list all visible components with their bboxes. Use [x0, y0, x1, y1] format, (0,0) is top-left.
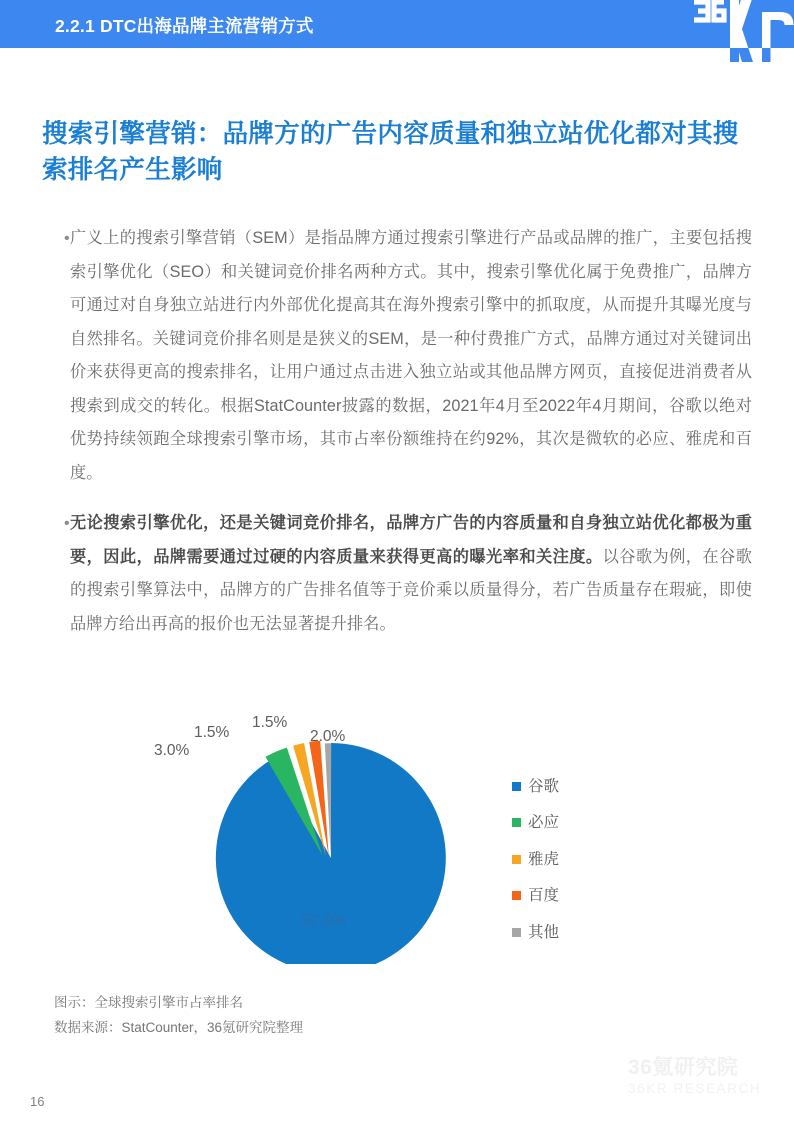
bullet-item — [42, 222, 752, 490]
bullet-marker: • — [64, 515, 70, 532]
brand-logo-36kr — [690, 0, 794, 64]
chart-legend — [512, 768, 642, 951]
pie-label-other: 2.0% — [310, 728, 346, 745]
bullet-bold-lead: 无论搜索引擎优化，还是关键词竞价排名，品牌方广告的内容质量和自身独立站优化都极为重要，因此，品牌需要通过过硬的内容质量来获得更高的曝光率和关注度。 — [70, 514, 752, 566]
chart-caption — [54, 990, 554, 1040]
legend-label: 必应 — [528, 814, 560, 831]
bullet-paragraph — [70, 222, 752, 490]
legend-item-bing — [512, 805, 642, 842]
pie-slices — [216, 741, 446, 964]
pie-label-yahoo: 1.5% — [194, 724, 230, 741]
bullet-paragraph — [70, 507, 752, 641]
caption-source: 数据来源：StatCounter，36氪研究院整理 — [54, 1020, 304, 1035]
legend-item-other — [512, 914, 642, 951]
legend-label: 其他 — [528, 923, 560, 941]
watermark-cn: 36氪研究院 — [628, 1056, 739, 1079]
legend-item-yahoo — [512, 841, 642, 878]
page-number: 16 — [30, 1094, 45, 1109]
legend-swatch-icon — [512, 855, 521, 864]
watermark — [628, 1056, 788, 1098]
pie-slice-other — [325, 743, 331, 857]
legend-item-google — [512, 768, 642, 805]
body-content — [42, 222, 752, 658]
legend-item-baidu — [512, 878, 642, 915]
bullet-marker: • — [64, 230, 70, 247]
legend-label: 百度 — [528, 887, 560, 904]
legend-label: 谷歌 — [528, 777, 560, 795]
pie-chart — [130, 706, 650, 964]
caption-figure: 图示：全球搜索引擎市占率排名 — [54, 995, 243, 1010]
legend-label: 雅虎 — [528, 850, 560, 868]
logo-36kr-icon — [690, 0, 794, 64]
watermark-en: 36KR RESEARCH — [628, 1081, 762, 1096]
legend-swatch-icon — [512, 782, 521, 791]
bullet-item — [42, 507, 752, 641]
bullet-body-text: 广义上的搜索引擎营销（SEM）是指品牌方通过搜索引擎进行产品或品牌的推广，主要包括搜索引擎优化（SEO）和关键词竞价排名两种方式。其中，搜索引擎优化属于免费推广，品牌方可通过对自身独立站进行内外部优化提高其在海外搜索引擎中的抓取度，从而提升其曝光度与自然排名。关键词竞价排名则是是狭义的SEM，是一种付费推广方式，品牌方通过对关键词出价来获得更高的搜索排名，让用户通过点击进入独立站或其他品牌方网页，直接促进消费者从搜索到成交的转化。根据StatCounter披露的数据，2021年4月至2022年4月期间，谷歌以绝对优势持续领跑全球搜索引擎市场，其市占率份额维持在约92%，其次是微软的必应、雅虎和百度。 — [70, 229, 752, 482]
legend-swatch-icon — [512, 818, 521, 827]
pie-label-google: 92.0% — [302, 912, 346, 929]
page-title: 搜索引擎营销：品牌方的广告内容质量和独立站优化都对其搜索排名产生影响 — [42, 120, 739, 184]
pie-label-baidu: 1.5% — [252, 714, 288, 731]
bullet-body-text: 以谷歌为例，在谷歌的搜索引擎算法中，品牌方的广告排名值等于竞价乘以质量得分，若广告质量存在瑕疵，即使品牌方给出再高的报价也无法显著提升排名。 — [70, 547, 752, 633]
section-title: 2.2.1 DTC出海品牌主流营销方式 — [55, 16, 314, 36]
pie-label-bing: 3.0% — [154, 742, 190, 759]
legend-swatch-icon — [512, 891, 521, 900]
legend-swatch-icon — [512, 928, 521, 937]
